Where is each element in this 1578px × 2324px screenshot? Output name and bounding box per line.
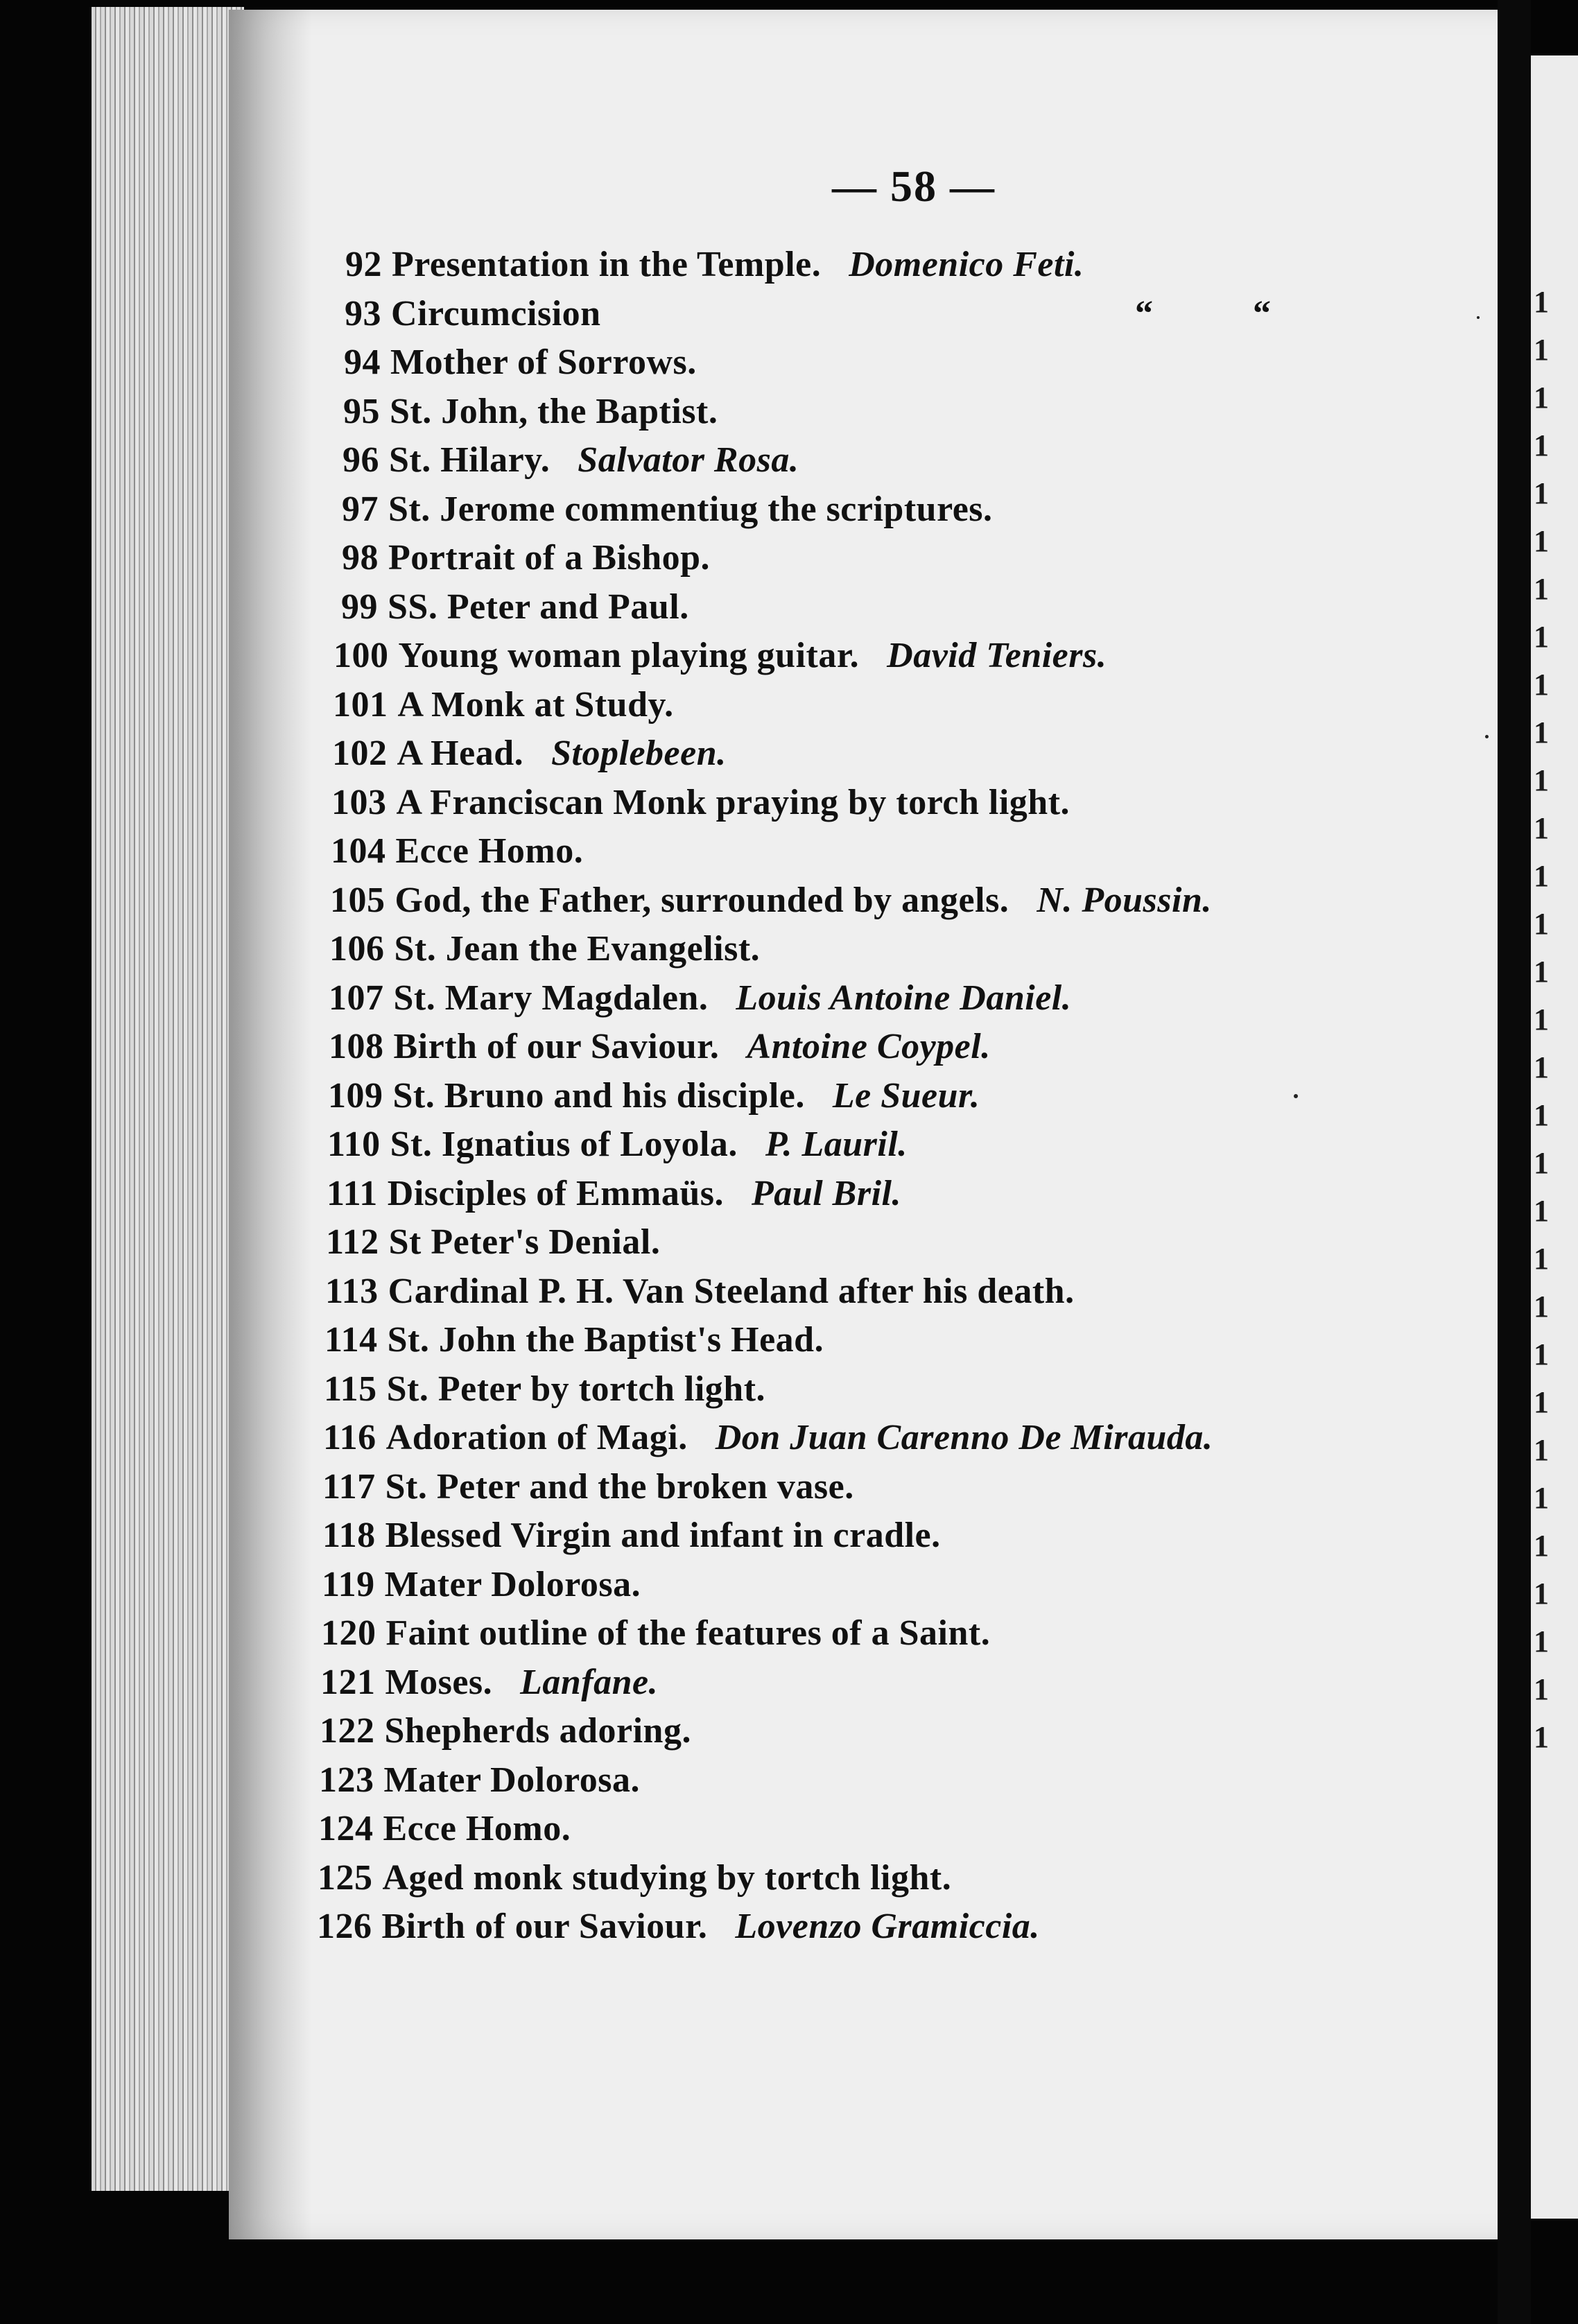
- catalogue-entry: [341, 587, 689, 627]
- entry-number: 101: [333, 685, 388, 725]
- page-gutter-shadow: [229, 10, 312, 2239]
- catalogue-entry: [324, 1369, 765, 1410]
- entry-number: 114: [324, 1320, 378, 1360]
- ditto-mark: “: [1135, 294, 1154, 333]
- entry-number: 113: [325, 1272, 379, 1311]
- entry-title: Ecce Homo.: [383, 1809, 571, 1848]
- entry-title: Ecce Homo.: [395, 831, 584, 871]
- entry-number: 125: [318, 1858, 373, 1898]
- adjacent-page-fragment: 1: [1534, 1624, 1549, 1658]
- adjacent-page-fragment: 1: [1534, 1577, 1549, 1611]
- entry-number: 98: [342, 538, 379, 578]
- entry-number: 120: [321, 1613, 376, 1653]
- entry-title: God, the Father, surrounded by angels.: [394, 881, 1009, 920]
- entry-artist: Lanfane.: [520, 1663, 659, 1702]
- entry-artist: N. Poussin.: [1037, 881, 1212, 920]
- catalogue-entry: [342, 537, 710, 578]
- entry-artist: Paul Bril.: [752, 1174, 901, 1213]
- adjacent-page-fragment: 1: [1534, 907, 1549, 941]
- catalogue-entry: [317, 1906, 1040, 1947]
- entry-title: Birth of our Saviour.: [393, 1027, 720, 1066]
- entry-artist: Stoplebeen.: [551, 734, 727, 773]
- entry-title: SS. Peter and Paul.: [388, 587, 689, 627]
- entry-artist: Salvator Rosa.: [578, 440, 799, 480]
- entry-title: Mater Dolorosa.: [384, 1565, 641, 1604]
- entry-artist: P. Lauril.: [765, 1125, 908, 1164]
- entry-number: 118: [322, 1516, 376, 1555]
- entry-title: A Franciscan Monk praying by torch light.: [396, 783, 1070, 822]
- page-edge-stack: [92, 7, 244, 2191]
- catalogue-entry: [320, 1662, 658, 1703]
- catalogue-entry: [322, 1515, 941, 1556]
- adjacent-page-fragment: 1: [1534, 1385, 1549, 1419]
- entry-number: 94: [344, 342, 381, 382]
- catalogue-entry: [329, 928, 760, 969]
- catalogue-entry: [322, 1466, 854, 1507]
- entry-title: Adoration of Magi.: [385, 1418, 688, 1457]
- entry-title: A Head.: [397, 734, 524, 773]
- catalogue-entry: [333, 635, 1107, 676]
- entry-title: Mater Dolorosa.: [383, 1760, 640, 1800]
- adjacent-page-fragment: 1: [1534, 1098, 1549, 1132]
- catalogue-entry: [342, 489, 993, 530]
- entry-title: A Monk at Study.: [397, 685, 674, 725]
- catalogue-entry: [324, 1319, 824, 1360]
- entry-number: 96: [343, 440, 379, 480]
- entry-title: Mother of Sorrows.: [390, 342, 697, 382]
- catalogue-entry: [344, 342, 697, 383]
- entry-title: Moses.: [385, 1663, 493, 1702]
- entry-title: Circumcision: [391, 294, 601, 333]
- entry-title: St. Ignatius of Loyola.: [390, 1125, 738, 1164]
- entry-number: 108: [329, 1027, 384, 1066]
- entry-number: 104: [331, 831, 386, 871]
- entry-number: 102: [332, 734, 388, 773]
- catalogue-entry: [326, 1222, 660, 1263]
- adjacent-page-fragment: 1: [1534, 620, 1549, 654]
- adjacent-page-fragment: 1: [1534, 1194, 1549, 1228]
- catalogue-entry: [325, 1271, 1075, 1312]
- adjacent-page-fragment: 1: [1534, 524, 1549, 558]
- adjacent-page-fragment: 1: [1534, 1290, 1549, 1324]
- entry-artist: Lovenzo Gramiccia.: [735, 1907, 1040, 1946]
- ditto-mark: “: [1253, 294, 1272, 333]
- entry-number: 110: [327, 1125, 381, 1164]
- entry-number: 105: [330, 881, 385, 920]
- adjacent-page-fragment: 1: [1534, 333, 1549, 367]
- entry-artist: Domenico Feti.: [849, 245, 1084, 284]
- catalogue-entry: [345, 244, 1084, 285]
- adjacent-page-fragment: 1: [1534, 1003, 1549, 1037]
- entry-number: 109: [328, 1076, 383, 1116]
- entry-title: Aged monk studying by tortch light.: [382, 1858, 952, 1898]
- adjacent-page-fragment: 1: [1534, 1146, 1549, 1180]
- catalogue-entry: [331, 782, 1070, 823]
- adjacent-page-fragment: 1: [1534, 428, 1549, 462]
- entry-artist: Le Sueur.: [832, 1076, 980, 1116]
- entry-number: 112: [326, 1222, 379, 1262]
- adjacent-page-fragment: 1: [1534, 1529, 1549, 1563]
- ink-speck: [1294, 1094, 1298, 1098]
- entry-number: 123: [319, 1760, 374, 1800]
- entry-number: 111: [327, 1174, 378, 1213]
- entry-title: St. John, the Baptist.: [390, 392, 718, 431]
- entry-number: 121: [320, 1663, 376, 1702]
- entry-title: St. Peter and the broken vase.: [385, 1467, 854, 1507]
- adjacent-page-fragment: 1: [1534, 1337, 1549, 1371]
- adjacent-page-fragment: 1: [1534, 381, 1549, 415]
- adjacent-page-fragment: 1: [1534, 1481, 1549, 1515]
- entry-title: Faint outline of the features of a Saint.: [385, 1613, 991, 1653]
- entry-number: 99: [341, 587, 378, 627]
- catalogue-entry: [333, 684, 674, 725]
- adjacent-page-fragment: 1: [1534, 955, 1549, 989]
- catalogue-entry: [327, 1124, 908, 1165]
- entry-number: 92: [345, 245, 382, 284]
- entry-number: 126: [317, 1907, 372, 1946]
- catalogue-entry: [320, 1710, 691, 1751]
- adjacent-page-fragment: 1: [1534, 859, 1549, 893]
- entry-title: St. Mary Magdalen.: [393, 978, 709, 1018]
- book-gutter: [1498, 0, 1531, 2324]
- adjacent-page-fragment: 1: [1534, 1050, 1549, 1084]
- entry-title: St Peter's Denial.: [388, 1222, 661, 1262]
- entry-number: 103: [331, 783, 387, 822]
- catalogue-entry: [323, 1417, 1213, 1458]
- ink-speck: [1477, 316, 1480, 319]
- ink-speck: [1485, 735, 1489, 738]
- entry-title: Blessed Virgin and infant in cradle.: [385, 1516, 941, 1555]
- adjacent-page-fragment: 1: [1534, 572, 1549, 606]
- entry-number: 107: [329, 978, 384, 1018]
- catalogue-entry: [319, 1760, 640, 1801]
- entry-title: Presentation in the Temple.: [392, 245, 822, 284]
- entry-artist: Louis Antoine Daniel.: [736, 978, 1072, 1018]
- adjacent-page-fragment: 1: [1534, 1720, 1549, 1754]
- entry-title: St. Jean the Evangelist.: [394, 929, 761, 969]
- entry-number: 95: [343, 392, 380, 431]
- catalogue-entry: [345, 293, 1272, 334]
- entry-artist: Don Juan Carenno De Mirauda.: [715, 1418, 1213, 1457]
- catalogue-entry: [330, 880, 1212, 921]
- adjacent-page-fragment: 1: [1534, 285, 1549, 319]
- adjacent-page-fragment: 1: [1534, 763, 1549, 797]
- page-number: — 58 —: [832, 162, 996, 211]
- catalogue-entry: [329, 978, 1071, 1018]
- entry-number: 106: [329, 929, 385, 969]
- entry-artist: David Teniers.: [887, 636, 1107, 675]
- catalogue-entry: [331, 831, 583, 872]
- entry-number: 115: [324, 1369, 377, 1409]
- entry-number: 100: [333, 636, 389, 675]
- catalogue-entry: [343, 391, 718, 432]
- entry-number: 116: [323, 1418, 376, 1457]
- entry-number: 97: [342, 489, 379, 529]
- entry-title: Cardinal P. H. Van Steeland after his death.: [388, 1272, 1075, 1311]
- entry-title: St. Bruno and his disciple.: [392, 1076, 805, 1116]
- catalogue-entry: [329, 1026, 991, 1067]
- adjacent-page-fragment: 1: [1534, 1672, 1549, 1706]
- catalogue-entry: [327, 1173, 901, 1214]
- entry-number: 119: [322, 1565, 375, 1604]
- entry-title: Birth of our Saviour.: [381, 1907, 708, 1946]
- catalogue-entry: [321, 1613, 990, 1654]
- entry-title: Shepherds adoring.: [384, 1711, 691, 1751]
- entry-title: St. Hilary.: [389, 440, 550, 480]
- adjacent-page-fragment: 1: [1534, 476, 1549, 510]
- entry-title: St. John the Baptist's Head.: [387, 1320, 824, 1360]
- adjacent-page-fragment: 1: [1534, 1242, 1549, 1276]
- adjacent-page-fragment: 1: [1534, 811, 1549, 845]
- entry-number: 117: [322, 1467, 376, 1507]
- entry-title: St. Peter by tortch light.: [386, 1369, 766, 1409]
- entry-title: Portrait of a Bishop.: [388, 538, 711, 578]
- adjacent-page-fragment: 1: [1534, 668, 1549, 702]
- catalogue-entry: [328, 1075, 980, 1116]
- entry-number: 122: [320, 1711, 375, 1751]
- entry-number: 124: [318, 1809, 374, 1848]
- adjacent-page-fragment: 1: [1534, 716, 1549, 749]
- entry-title: Disciples of Emmaüs.: [387, 1174, 725, 1213]
- entry-title: St. Jerome commentiug the scriptures.: [388, 489, 993, 529]
- catalogue-entry: [322, 1564, 641, 1605]
- adjacent-page-fragment: 1: [1534, 1433, 1549, 1467]
- entry-number: 93: [345, 294, 381, 333]
- entry-title: Young woman playing guitar.: [398, 636, 860, 675]
- catalogue-entry: [332, 733, 727, 774]
- catalogue-entry: [318, 1808, 571, 1849]
- catalogue-entry: [343, 440, 799, 480]
- entry-artist: Antoine Coypel.: [747, 1027, 991, 1066]
- catalogue-entry: [318, 1857, 951, 1898]
